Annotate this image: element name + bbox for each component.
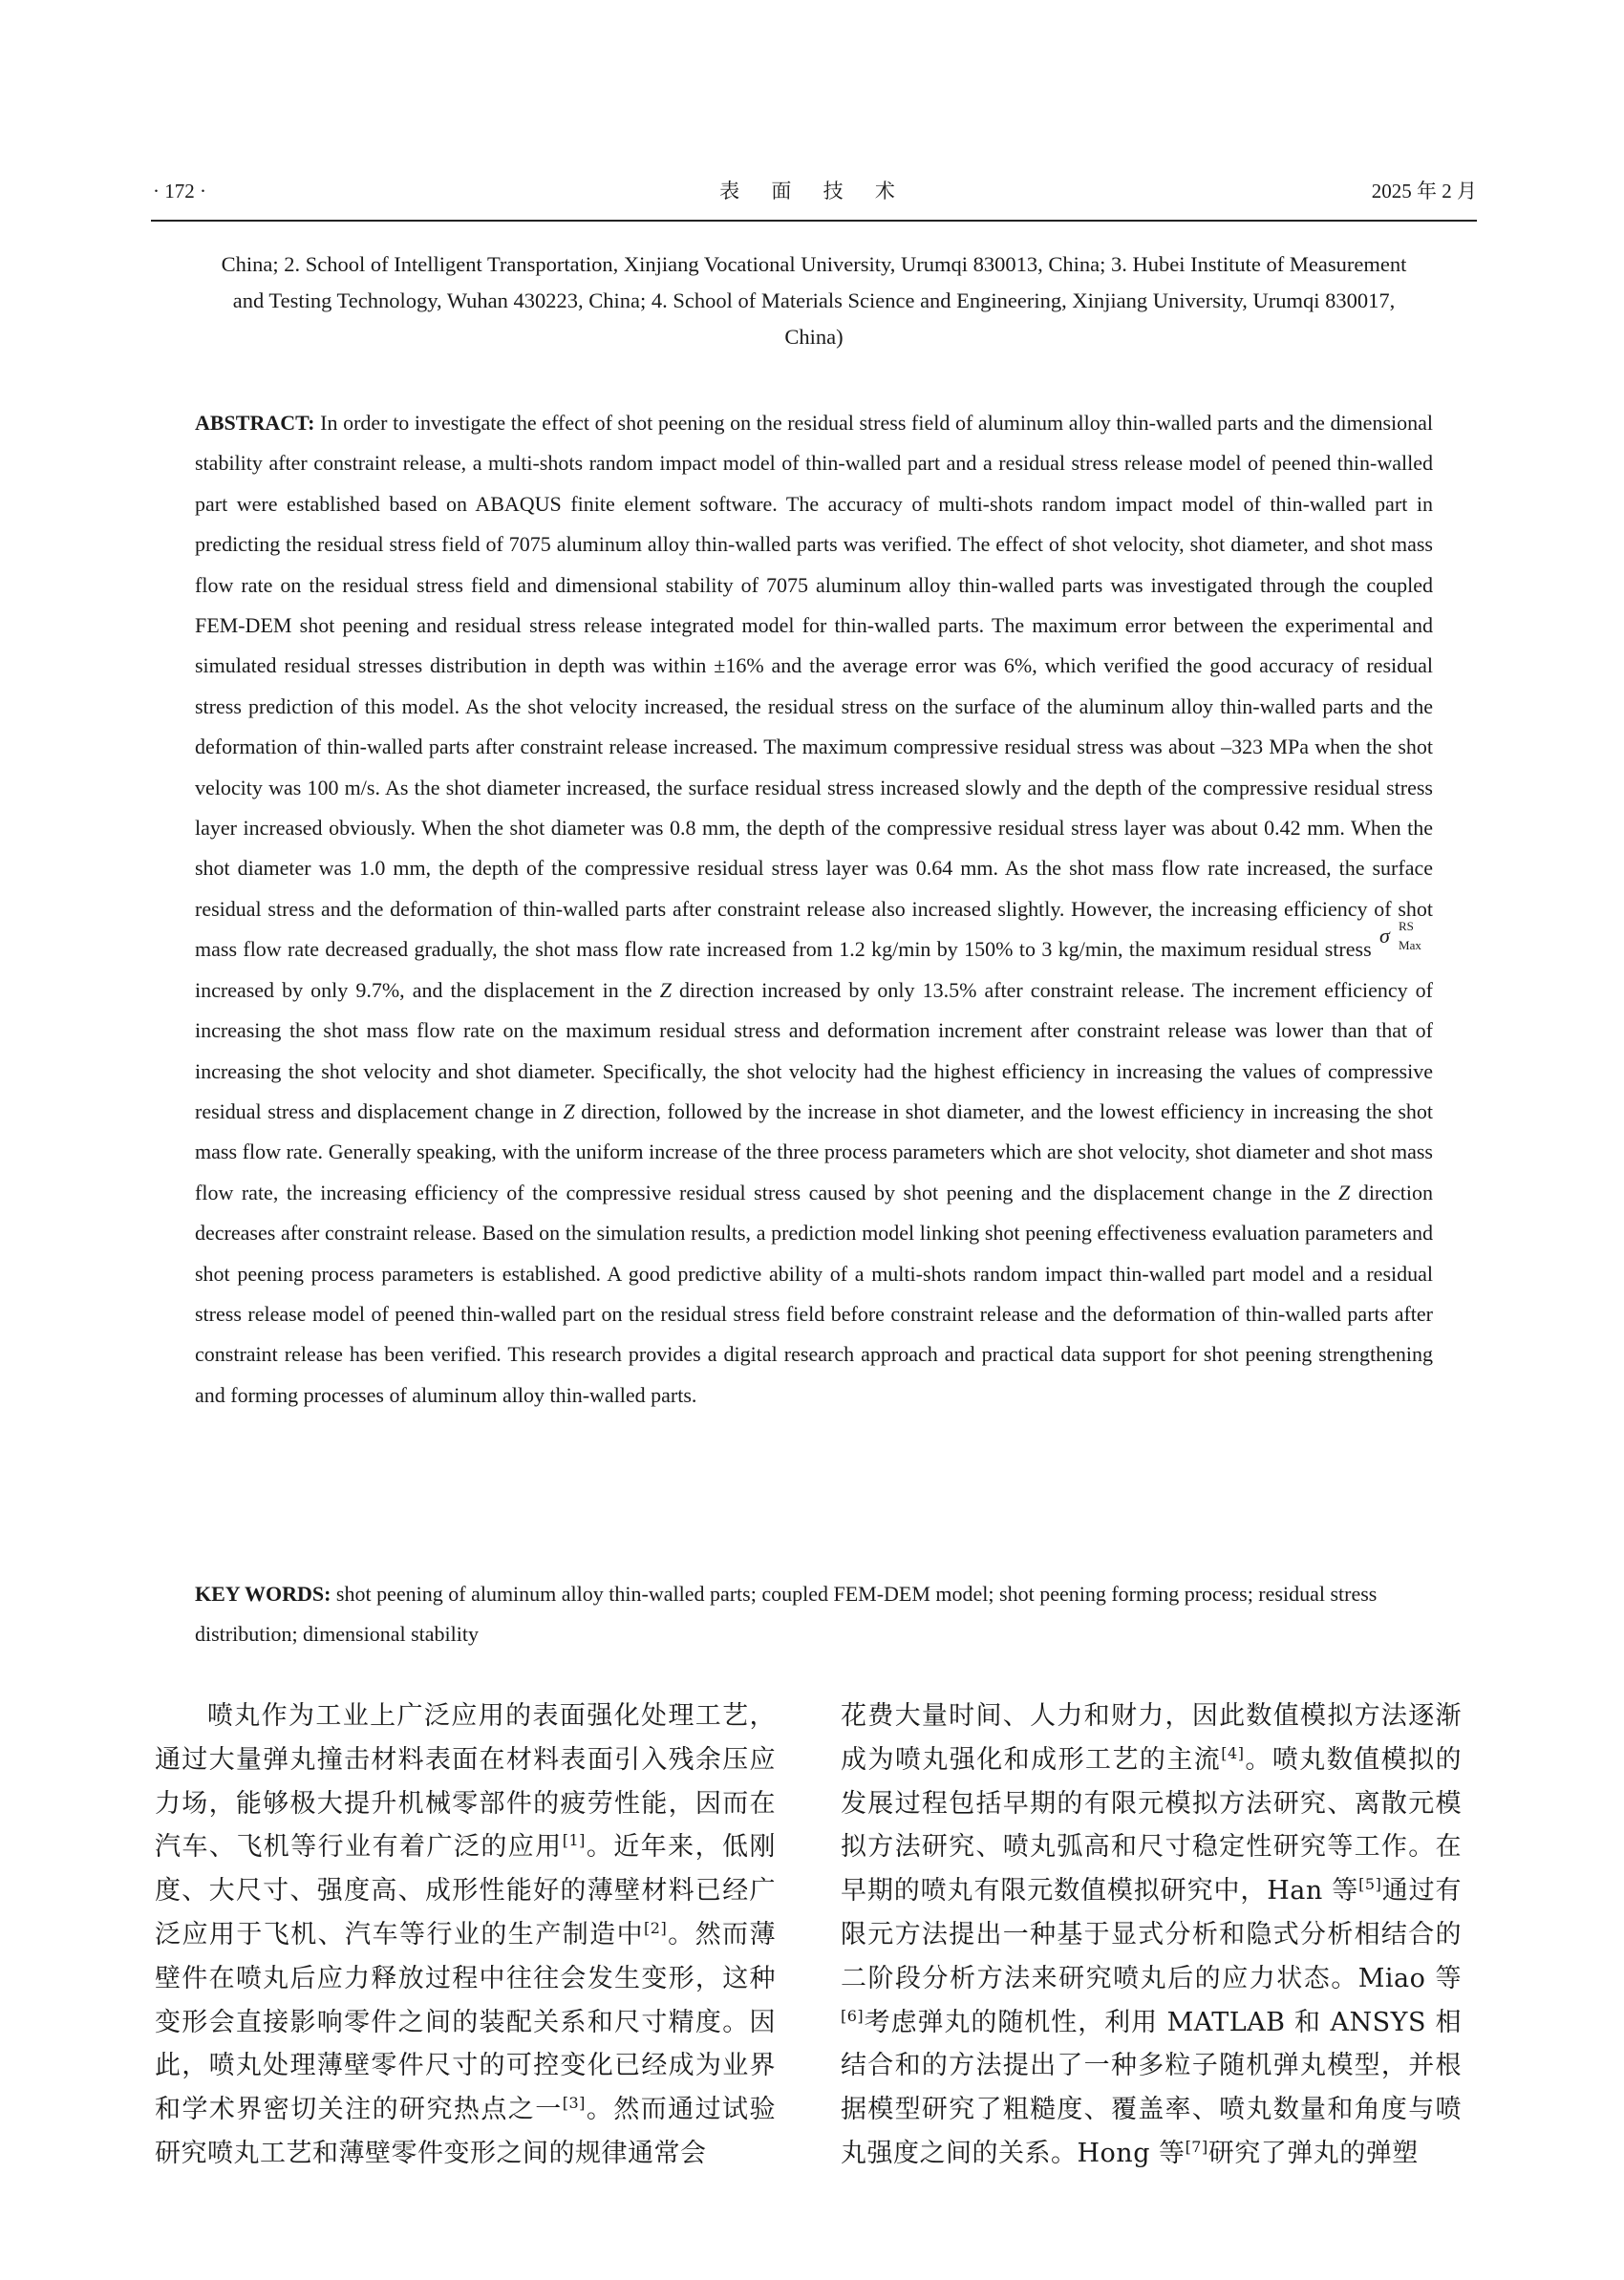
body-text: 。喷丸数值模拟的发展过程包括早期的有限元模拟方法研究、离散元模拟方法研究、喷丸弧高和尺寸稳定性研究等工作。在早期的喷丸有限元数值模拟研究中，Han 等 [841, 1744, 1463, 1907]
abstract-text-5: direction decreases after constraint release. Based on the simulation results, a prediction model linking shot peening effectiveness evaluation parameters and shot peening process parameters is established. A good predictive ability of a multi-shots random impact thin-walled part model and a residual stress release model of peened thin-walled part on the residual stress field before constraint release and the deformation of thin-walled parts after constraint release has been verified. This research provides a digital research approach and practical data support for shot peening strengthening and forming processes of aluminum alloy thin-walled parts. [195, 1180, 1434, 1407]
sigma-superscript: RS [1399, 919, 1414, 934]
body-text: 。然而通过试验研究喷丸工艺和薄壁零件变形之间的规律通常会 [155, 2095, 777, 2168]
z-variable: Z [1338, 1180, 1351, 1204]
sigma-letter: σ [1379, 924, 1390, 948]
keywords [195, 1574, 1433, 1654]
z-variable: Z [659, 977, 672, 1002]
body-text: 考虑弹丸的随机性，利用 MATLAB 和 ANSYS 相结合和的方法提出了一种多粒子随机弹丸模型，并根据模型研究了粗糙度、覆盖率、喷丸数量和角度与喷丸强度之间的关系。Hong 等 [841, 2007, 1462, 2168]
abstract-text-3: direction increased by only 13.5% after constraint release. The increment efficiency of increasing the shot mass flow rate on the maximum residual stress and deformation increment after constraint release was lower than that of increasing the shot velocity and shot diameter. Specifically, the shot velocity had the highest efficiency in increasing the values of compressive residual stress and displacement change in [195, 977, 1434, 1123]
body-text: 。然而薄壁件在喷丸后应力释放过程中往往会发生变形，这种变形会直接影响零件之间的装配关系和尺寸精度。因此，喷丸处理薄壁零件尺寸的可控变化已经成为业界和学术界密切关注的研究热点之一 [155, 1919, 777, 2125]
sigma-max-symbol [1378, 919, 1433, 956]
body-text: 喷丸作为工业上广泛应用的表面强化处理工艺，通过大量弹丸撞击材料表面在材料表面引入残余压应力场，能够极大提升机械零部件的疲劳性能，因而在汽车、飞机等行业有着广泛的应用 [155, 1701, 776, 1863]
body-text: 。近年来，低刚度、大尺寸、强度高、成形性能好的薄壁材料已经广泛应用于飞机、汽车等行业的生产制造中 [155, 1832, 777, 1950]
abstract [195, 403, 1433, 1416]
citation[interactable]: [4] [1221, 1743, 1245, 1762]
z-variable: Z [563, 1098, 575, 1123]
citation[interactable]: [6] [841, 2006, 865, 2025]
citation[interactable]: [5] [1358, 1875, 1382, 1894]
abstract-text-4: direction, followed by the increase in shot diameter, and the lowest efficiency in increasing the shot mass flow rate. Generally speaking, with the uniform increase of the three process parameters which are shot velocity, shot diameter and shot mass flow rate, the increasing efficiency of the compressive residual stress caused by shot peening and the displacement change in the [195, 1098, 1434, 1204]
abstract-label: ABSTRACT: [195, 411, 315, 435]
issue-date: 2025 年 2 月 [1371, 180, 1477, 202]
citation[interactable]: [3] [562, 2094, 586, 2113]
citation[interactable]: [7] [1185, 2137, 1208, 2156]
journal-title: 表 面 技 术 [719, 180, 908, 202]
body-text: 通过有限元方法提出一种基于显式分析和隐式分析相结合的二阶段分析方法来研究喷丸后的应力状态。Miao 等 [841, 1876, 1462, 1993]
abstract-text-1: In order to investigate the effect of shot peening on the residual stress field of aluminum alloy thin-walled parts and the dimensional stability after constraint release, a multi-shots random impact model of thin-walled part and a residual stress release model of peened thin-walled part were established based on ABAQUS finite element software. The accuracy of multi-shots random impact model of thin-walled part in predicting the residual stress field of 7075 aluminum alloy thin-walled parts was verified. The effect of shot velocity, shot diameter, and shot mass flow rate on the residual stress field and dimensional stability of 7075 aluminum alloy thin-walled parts was investigated through the coupled FEM-DEM shot peening and residual stress release integrated model for thin-walled parts. The maximum error between the experimental and simulated residual stresses distribution in depth was within ±16% and the average error was 6%, which verified the good accuracy of residual stress prediction of this model. As the shot velocity increased, the residual stress on the surface of the aluminum alloy thin-walled parts and the deformation of thin-walled parts after constraint release increased. The maximum compressive residual stress was about –323 MPa when the shot velocity was 100 m/s. As the shot diameter increased, the surface residual stress increased slowly and the depth of the compressive residual stress layer increased obviously. When the shot diameter was 0.8 mm, the depth of the compressive residual stress layer was about 0.42 mm. When the shot diameter was 1.0 mm, the depth of the compressive residual stress layer was 0.64 mm. As the shot mass flow rate increased, the surface residual stress and the deformation of thin-walled parts after constraint release also increased slightly. However, the increasing efficiency of shot mass flow rate decreased gradually, the shot mass flow rate increased from 1.2 kg/min by 150% to 3 kg/min, the maximum residual stress [195, 411, 1433, 962]
sigma-subscript: Max [1399, 938, 1421, 953]
affiliations: China; 2. School of Intelligent Transportation, Xinjiang Vocational University, Urumqi 830013, China; 3. Hubei Institute of Measurement and Testing Technology, Wuhan 430223, China; 4. School of Materials Science and Engineering, Xinjiang University, Urumqi 830017, China) [221, 252, 1407, 349]
page-number: · 172 · [153, 180, 206, 202]
citation[interactable]: [2] [644, 1918, 668, 1937]
body-column-right [841, 1694, 1462, 2176]
keywords-text: shot peening of aluminum alloy thin-walled parts; coupled FEM-DEM model; shot peening forming process; residual stress distribution; dimensional stability [195, 1582, 1378, 1646]
body-text: 研究了弹丸的弹塑 [1207, 2138, 1419, 2168]
body-text: 花费大量时间、人力和财力，因此数值模拟方法逐渐成为喷丸强化和成形工艺的主流 [841, 1701, 1462, 1775]
keywords-label: KEY WORDS: [195, 1582, 331, 1606]
citation[interactable]: [1] [562, 1831, 586, 1850]
body-column-left [155, 1694, 776, 2176]
page-header [151, 178, 1477, 222]
abstract-text-2: increased by only 9.7%, and the displacement in the [195, 977, 652, 1002]
